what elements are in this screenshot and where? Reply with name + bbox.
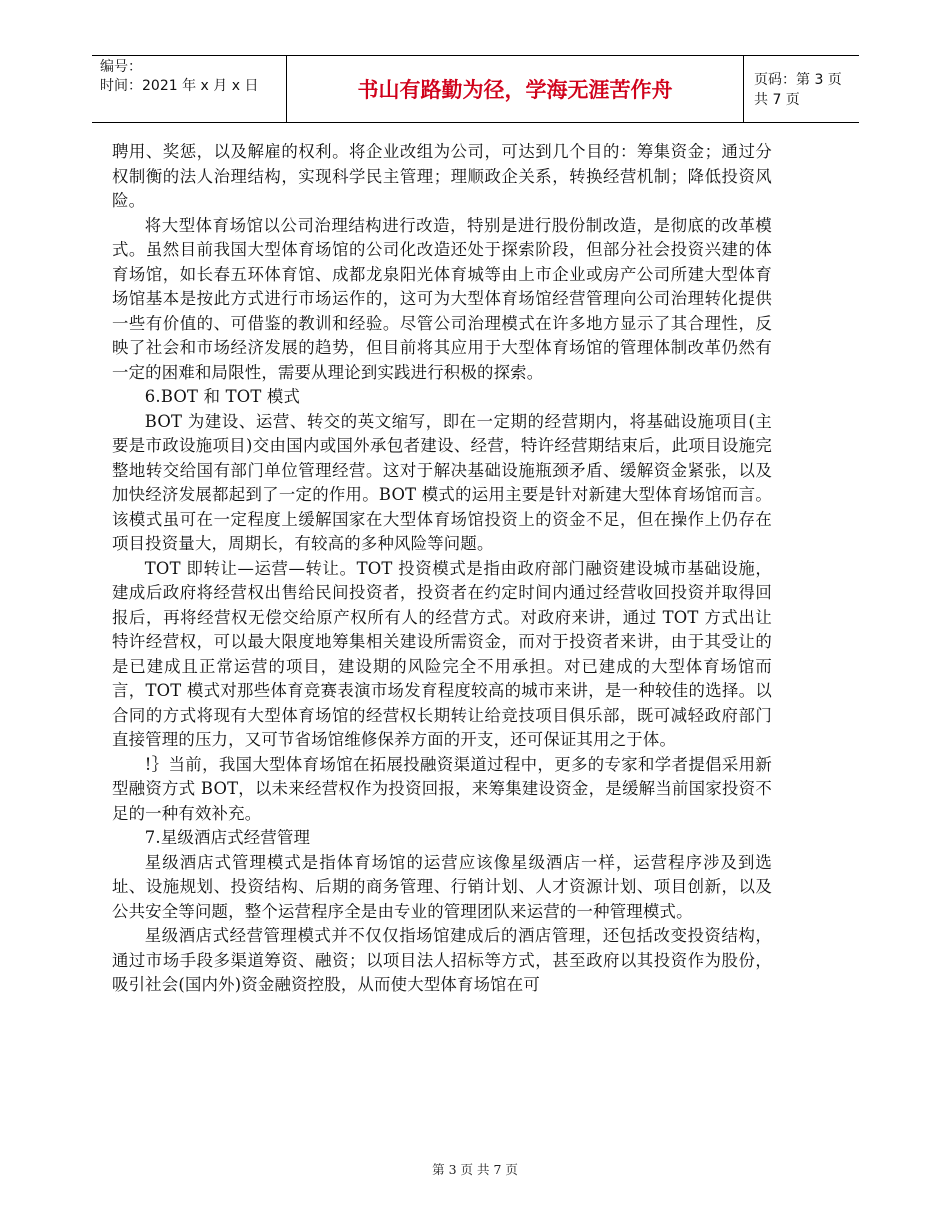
section-heading: 6.BOT 和 TOT 模式: [144, 387, 301, 406]
paragraph: 聘用、奖惩，以及解雇的权利。将企业改组为公司，可达到几个目的：筹集资金；通过分权制衡的法人治理结构，实现科学民主管理；理顺政企关系，转换经营机制；降低投资风险。: [112, 142, 772, 210]
header-motto: 书山有路勤为径，学海无涯苦作舟: [286, 56, 744, 122]
page-footer: 第 3 页 共 7 页: [432, 1162, 518, 1177]
paragraph: 将大型体育场馆以公司治理结构进行改造，特别是进行股份制改造，是彻底的改革模式。虽然目前我国大型体育场馆的公司化改造还处于探索阶段，但部分社会投资兴建的体育场馆，如长春五环体育馆、成都龙泉阳光体育城等由上市企业或房产公司所建大型体育场馆基本是按此方式进行市场运作的，这可为大型体育场馆经营管理向公司治理转化提供一些有价值的、可借鉴的教训和经验。尽管公司治理模式在许多地方显示了其合理性，反映了社会和市场经济发展的趋势，但目前将其应用于大型体育场馆的管理体制改革仍然有一定的困难和局限性，需要从理论到实践进行积极的探索。: [112, 215, 772, 382]
header-meta: [100, 58, 286, 96]
section-heading: 7.星级酒店式经营管理: [144, 828, 311, 847]
paragraph: !｝当前，我国大型体育场馆在拓展投融资渠道过程中，更多的专家和学者提倡采用新型融资方式 BOT，以未来经营权作为投资回报，来筹集建设资金，是缓解当前国家投资不足的一种有效补充。: [112, 754, 772, 823]
document-number-label: 编号：: [100, 59, 142, 75]
paragraph: 星级酒店式经营管理模式并不仅仅指场馆建成后的酒店管理，还包括改变投资结构，通过市场手段多渠道筹资、融资；以项目法人招标等方式，甚至政府以其投资作为股份，吸引社会(国内外)资金融资控股，从而使大型体育场馆在可: [112, 926, 772, 994]
paragraph: 星级酒店式管理模式是指体育场馆的运营应该像星级酒店一样，运营程序涉及到选址、设施规划、投资结构、后期的商务管理、行销计划、人才资源计划、项目创新，以及公共安全等问题，整个运营程序全是由专业的管理团队来运营的一种管理模式。: [112, 852, 772, 921]
header-page-info: 页码：第 3 页 共 7 页: [754, 72, 842, 108]
paragraph: TOT 即转让—运营—转让。TOT 投资模式是指由政府部门融资建设城市基础设施，建成后政府将经营权出售给民间投资者，投资者在约定时间内通过经营收回投资并取得回报后，再将经营权无偿交给原产权所有人的经营方式。对政府来讲，通过 TOT 方式出让特许经营权，可以最大限度地筹集相关建设所需资金，而对于投资者来讲，由于其受让的是已建成且正常运营的项目，建设期的风险完全不用承担。对已建成的大型体育场馆而言，TOT 模式对那些体育竞赛表演市场发育程度较高的城市来讲，是一种较佳的选择。以合同的方式将现有大型体育场馆的经营权长期转让给竞技项目俱乐部，既可减轻政府部门直接管理的压力，又可节省场馆维修保养方面的开支，还可保证其用之于体。: [112, 558, 772, 749]
page-header: [92, 55, 859, 123]
document-body: [112, 140, 772, 998]
paragraph: BOT 为建设、运营、转交的英文缩写，即在一定期的经营期内，将基础设施项目(主要是市政设施项目)交由国内或国外承包者建设、经营，特许经营期结束后，此项目设施完整地转交给国有部门单位管理经营。这对于解决基础设施瓶颈矛盾、缓解资金紧张，以及加快经济发展都起到了一定的作用。BOT 模式的运用主要是针对新建大型体育场馆而言。该模式虽可在一定程度上缓解国家在大型体育场馆投资上的资金不足，但在操作上仍存在项目投资量大，周期长，有较高的多种风险等问题。: [112, 411, 772, 553]
document-time: 时间：2021 年 x 月 x 日: [100, 78, 259, 94]
